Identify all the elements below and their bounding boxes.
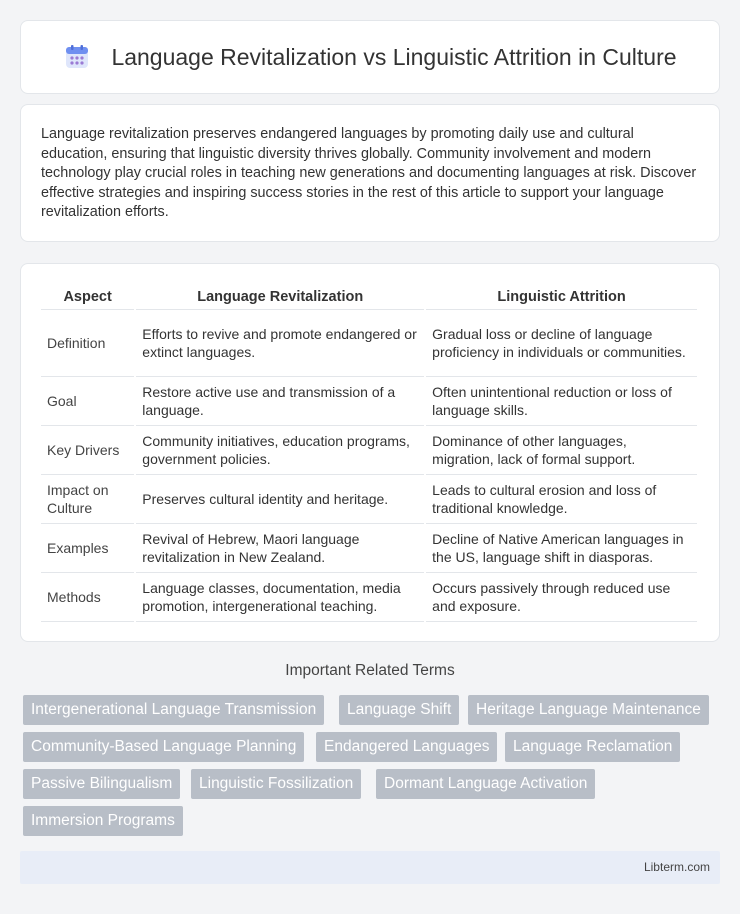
tag-community-based-language-planning[interactable]: Community-Based Language Planning: [23, 732, 304, 762]
tag-passive-bilingualism[interactable]: Passive Bilingualism: [23, 769, 180, 799]
table-row: [41, 426, 697, 475]
tag-immersion-programs[interactable]: Immersion Programs: [23, 806, 183, 836]
related-terms-heading: Important Related Terms: [285, 662, 455, 679]
row-revitalization: Preserves cultural identity and heritage.: [136, 475, 424, 524]
header-attrition: Linguistic Attrition: [426, 284, 697, 310]
footer: [20, 851, 720, 884]
footer-brand-link[interactable]: Libterm.com: [643, 860, 710, 874]
tag-language-shift[interactable]: Language Shift: [339, 695, 459, 725]
row-attrition: Often unintentional reduction or loss of language skills.: [426, 377, 697, 426]
table-row: [41, 475, 697, 524]
row-aspect: Methods: [41, 573, 134, 622]
tag-linguistic-fossilization[interactable]: Linguistic Fossilization: [191, 769, 361, 799]
table-row: [41, 524, 697, 573]
comparison-card: [20, 263, 720, 642]
tag-heritage-language-maintenance[interactable]: Heritage Language Maintenance: [468, 695, 709, 725]
row-revitalization: Community initiatives, education programs, government policies.: [136, 426, 424, 475]
title-card: [20, 20, 720, 94]
tag-dormant-language-activation[interactable]: Dormant Language Activation: [376, 769, 595, 799]
row-aspect: Impact on Culture: [41, 475, 134, 524]
comparison-table: [39, 284, 699, 622]
row-revitalization: Revival of Hebrew, Maori language revitalization in New Zealand.: [136, 524, 424, 573]
row-attrition: Decline of Native American languages in the US, language shift in diasporas.: [426, 524, 697, 573]
header-revitalization: Language Revitalization: [136, 284, 424, 310]
calendar-icon: [63, 43, 91, 71]
header-aspect: Aspect: [41, 284, 134, 310]
row-attrition: Dominance of other languages, migration, lack of formal support.: [426, 426, 697, 475]
tag-intergenerational-language-transmission[interactable]: Intergenerational Language Transmission: [23, 695, 324, 725]
row-attrition: Gradual loss or decline of language proficiency in individuals or communities.: [426, 310, 697, 377]
row-revitalization: Language classes, documentation, media promotion, intergenerational teaching.: [136, 573, 424, 622]
row-aspect: Examples: [41, 524, 134, 573]
row-aspect: Goal: [41, 377, 134, 426]
table-row: [41, 310, 697, 377]
row-aspect: Definition: [41, 310, 134, 377]
table-header-row: [41, 284, 697, 310]
row-revitalization: Restore active use and transmission of a language.: [136, 377, 424, 426]
table-row: [41, 573, 697, 622]
tag-endangered-languages[interactable]: Endangered Languages: [316, 732, 497, 762]
row-aspect: Key Drivers: [41, 426, 134, 475]
tag-language-reclamation[interactable]: Language Reclamation: [505, 732, 680, 762]
row-revitalization: Efforts to revive and promote endangered or extinct languages.: [136, 310, 424, 377]
intro-paragraph: Language revitalization preserves endangered languages by promoting daily use and cultural education, ensuring that linguistic diversity thrives globally. Community involvement and modern technology play crucial roles in teaching new generations and documenting languages at risk. Discover effective strategies and inspiring success stories in the rest of this article to support your language revitalization efforts.: [41, 126, 697, 221]
table-row: [41, 377, 697, 426]
row-attrition: Leads to cultural erosion and loss of traditional knowledge.: [426, 475, 697, 524]
intro-card: [20, 104, 720, 242]
page-title: Language Revitalization vs Linguistic Attrition in Culture: [111, 43, 677, 70]
row-attrition: Occurs passively through reduced use and exposure.: [426, 573, 697, 622]
